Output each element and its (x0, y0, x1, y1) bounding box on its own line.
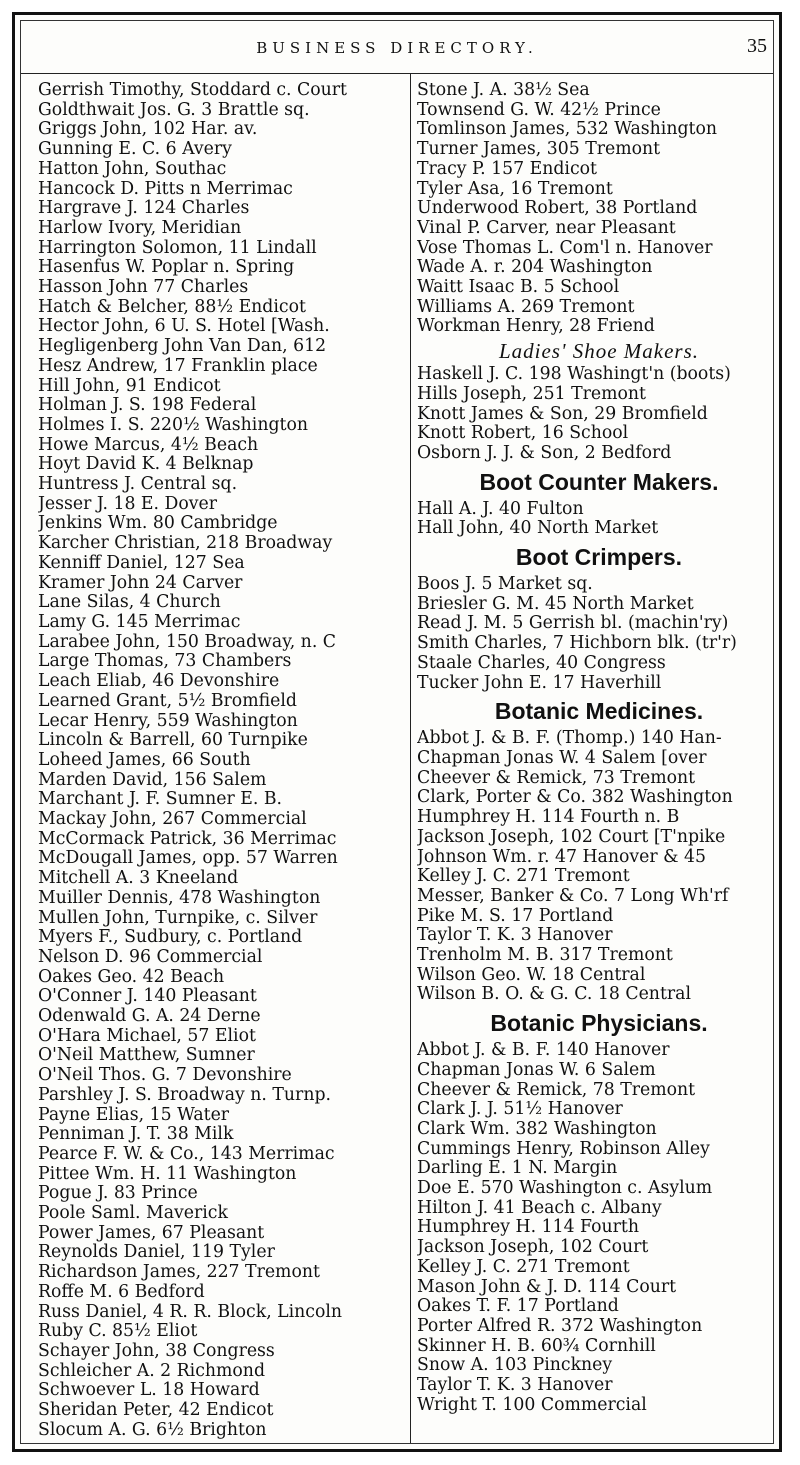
running-header (21, 21, 773, 74)
directory-entry: Oakes T. F. 17 Portland (417, 1297, 619, 1317)
directory-entry: Vinal P. Carver, near Pleasant (417, 218, 676, 238)
directory-entry: Pittee Wm. H. 11 Washington (38, 1164, 297, 1184)
directory-entry: Jackson Joseph, 102 Court (417, 1238, 649, 1258)
directory-entry: Payne Elias, 15 Water (38, 1105, 230, 1125)
directory-entry: Cummings Henry, Robinson Alley (417, 1139, 710, 1159)
directory-entry: Mitchell A. 3 Kneeland (38, 869, 239, 889)
directory-entry: Mullen John, Turnpike, c. Silver (38, 908, 318, 928)
directory-entry: Sheridan Peter, 42 Endicot (38, 1401, 274, 1421)
directory-entry: Lane Silas, 4 Church (38, 593, 221, 613)
directory-entry: Larabee John, 150 Broadway, n. C (38, 632, 337, 652)
directory-entry: Marden David, 156 Salem (38, 770, 267, 790)
directory-entry: Holmes I. S. 220½ Washington (38, 415, 308, 435)
page-frame (12, 12, 782, 1452)
directory-entry: Hector John, 6 U. S. Hotel [Wash. (38, 317, 330, 337)
left-column (38, 81, 406, 1441)
directory-entry: Hoyt David K. 4 Belknap (38, 455, 254, 475)
directory-entry: Gunning E. C. 6 Avery (38, 140, 232, 160)
directory-entry: Wright T. 100 Commercial (417, 1395, 647, 1415)
column-divider (410, 73, 411, 1443)
directory-entry: Hasenfus W. Poplar n. Spring (38, 258, 295, 278)
section-heading: Boot Counter Makers. (479, 468, 719, 495)
page-title: BUSINESS DIRECTORY. (256, 39, 538, 57)
right-column (417, 81, 781, 1415)
directory-entry: Slocum A. G. 6½ Brighton (38, 1420, 267, 1440)
directory-entry: Huntress J. Central sq. (38, 475, 238, 495)
directory-entry: Muiller Dennis, 478 Washington (38, 888, 321, 908)
directory-entry: Clark Wm. 382 Washington (417, 1119, 657, 1139)
directory-entry: Oakes Geo. 42 Beach (38, 967, 225, 987)
directory-entry: Jackson Joseph, 102 Court [T'npike (417, 827, 726, 847)
directory-entry: Hargrave J. 124 Charles (38, 199, 250, 219)
directory-entry: Abbot J. & B. F. (Thomp.) 140 Han- (417, 729, 722, 749)
directory-entry: McCormack Patrick, 36 Merrimac (38, 829, 337, 849)
directory-entry: Abbot J. & B. F. 140 Hanover (417, 1041, 670, 1061)
directory-entry: Waitt Isaac B. 5 School (417, 278, 620, 298)
directory-entry: Stone J. A. 38½ Sea (417, 81, 590, 100)
directory-entry: Cheever & Remick, 73 Tremont (417, 768, 696, 788)
directory-entry: Mason John & J. D. 114 Court (417, 1277, 677, 1297)
directory-entry: Karcher Christian, 218 Broadway (38, 534, 333, 554)
directory-entry: Schwoever L. 18 Howard (38, 1381, 260, 1401)
directory-entry: Ruby C. 85½ Eliot (38, 1322, 198, 1342)
directory-entry: Porter Alfred R. 372 Washington (417, 1316, 703, 1336)
directory-entry: Kramer John 24 Carver (38, 573, 243, 593)
directory-entry: Gerrish Timothy, Stoddard c. Court (38, 81, 348, 100)
directory-entry: Mackay John, 267 Commercial (38, 810, 307, 830)
directory-entry: O'Conner J. 140 Pleasant (38, 987, 257, 1007)
directory-entry: Russ Daniel, 4 R. R. Block, Lincoln (38, 1302, 343, 1322)
directory-entry: Schayer John, 38 Congress (38, 1342, 275, 1361)
page-inner-border (20, 20, 774, 1444)
directory-entry: Tracy P. 157 Endicot (417, 159, 597, 179)
directory-entry: Goldthwait Jos. G. 3 Brattle sq. (38, 100, 310, 120)
directory-entry: Tyler Asa, 16 Tremont (417, 179, 613, 199)
directory-entry: O'Hara Michael, 57 Eliot (38, 1026, 256, 1046)
directory-entry: Wilson Geo. W. 18 Central (417, 965, 646, 985)
directory-entry: Hatch & Belcher, 88½ Endicot (38, 297, 306, 317)
directory-entry: Underwood Robert, 38 Portland (417, 199, 698, 219)
directory-entry: O'Neil Matthew, Sumner (38, 1046, 255, 1066)
directory-entry: Workman Henry, 28 Friend (417, 317, 655, 337)
directory-entry: Haskell J. C. 198 Washingt'n (boots) (417, 365, 731, 385)
directory-entry: Clark J. J. 51½ Hanover (417, 1100, 623, 1120)
directory-entry: Hegligenberg John Van Dan, 612 (38, 337, 327, 357)
subsection-heading: Ladies' Shoe Makers. (498, 339, 700, 364)
directory-entry: McDougall James, opp. 57 Warren (38, 849, 338, 869)
directory-entry: O'Neil Thos. G. 7 Devonshire (38, 1066, 292, 1086)
directory-entry: Jenkins Wm. 80 Cambridge (38, 514, 278, 534)
directory-entry: Williams A. 269 Tremont (417, 297, 635, 317)
directory-entry: Hall A. J. 40 Fulton (417, 499, 584, 519)
directory-entry: Knott James & Son, 29 Bromfield (417, 404, 708, 424)
directory-entry: Hasson John 77 Charles (38, 278, 249, 298)
directory-entry: Harlow Ivory, Meridian (38, 218, 242, 238)
directory-entry: Large Thomas, 73 Chambers (38, 652, 292, 672)
directory-entry: Harrington Solomon, 11 Lindall (38, 238, 317, 258)
directory-entry: Tucker John E. 17 Haverhill (417, 673, 662, 693)
directory-entry: Griggs John, 102 Har. av. (38, 120, 258, 140)
directory-entry: Cheever & Remick, 78 Tremont (417, 1080, 696, 1100)
directory-entry: Knott Robert, 16 School (417, 424, 629, 444)
directory-entry: Taylor T. K. 3 Hanover (417, 926, 613, 946)
directory-entry: Wade A. r. 204 Washington (417, 258, 653, 278)
directory-entry: Hatton John, Southac (38, 159, 227, 179)
directory-entry: Chapman Jonas W. 6 Salem (417, 1060, 656, 1080)
directory-entry: Osborn J. J. & Son, 2 Bedford (417, 443, 672, 463)
directory-entry: Chapman Jonas W. 4 Salem [over (417, 748, 707, 768)
directory-entry: Staale Charles, 40 Congress (417, 653, 666, 673)
directory-entry: Messer, Banker & Co. 7 Long Wh'rf (417, 886, 729, 906)
directory-entry: Hancock D. Pitts n Merrimac (38, 179, 293, 199)
directory-entry: Learned Grant, 5½ Bromfield (38, 691, 297, 711)
directory-entry: Power James, 67 Pleasant (38, 1223, 265, 1243)
page-number: 35 (747, 35, 767, 57)
directory-entry: Myers F., Sudbury, c. Portland (38, 928, 303, 948)
section-heading: Botanic Medicines. (494, 698, 704, 725)
directory-entry: Kelley J. C. 271 Tremont (417, 867, 630, 887)
directory-entry: Skinner H. B. 60¾ Cornhill (417, 1336, 656, 1356)
directory-entry: Turner James, 305 Tremont (417, 140, 661, 160)
directory-entry: Lincoln & Barrell, 60 Turnpike (38, 731, 308, 751)
directory-entry: Odenwald G. A. 24 Derne (38, 1007, 261, 1027)
directory-entry: Leach Eliab, 46 Devonshire (38, 672, 280, 692)
directory-entry: Hills Joseph, 251 Tremont (417, 384, 646, 404)
directory-entry: Penniman J. T. 38 Milk (38, 1125, 234, 1145)
directory-entry: Parshley J. S. Broadway n. Turnp. (38, 1085, 332, 1105)
directory-entry: Jesser J. 18 E. Dover (38, 494, 218, 514)
directory-entry: Roffe M. 6 Bedford (38, 1282, 205, 1302)
directory-entry: Loheed James, 66 South (38, 750, 251, 770)
directory-entry: Wilson B. O. & G. C. 18 Central (417, 985, 691, 1005)
directory-entry: Reynolds Daniel, 119 Tyler (38, 1243, 275, 1263)
directory-entry: Darling E. 1 N. Margin (417, 1159, 618, 1179)
directory-entry: Johnson Wm. r. 47 Hanover & 45 (417, 847, 706, 867)
directory-entry: Doe E. 570 Washington c. Asylum (417, 1179, 713, 1199)
directory-entry: Hilton J. 41 Beach c. Albany (417, 1198, 662, 1218)
directory-entry: Humphrey H. 114 Fourth (417, 1218, 639, 1238)
directory-entry: Howe Marcus, 4½ Beach (38, 435, 259, 455)
section-heading: Botanic Physicians. (490, 1010, 708, 1037)
directory-entry: Pearce F. W. & Co., 143 Merrimac (38, 1144, 335, 1164)
directory-entry: Read J. M. 5 Gerrish bl. (machin'ry) (417, 614, 729, 634)
directory-entry: Snow A. 103 Pinckney (417, 1356, 613, 1376)
directory-entry: Tomlinson James, 532 Washington (417, 120, 717, 140)
directory-entry: Kenniff Daniel, 127 Sea (38, 553, 245, 573)
directory-entry: Townsend G. W. 42½ Prince (417, 100, 661, 120)
directory-entry: Lamy G. 145 Merrimac (38, 612, 241, 632)
directory-entry: Hesz Andrew, 17 Franklin place (38, 356, 318, 376)
directory-entry: Boos J. 5 Market sq. (417, 575, 593, 595)
directory-entry: Vose Thomas L. Com'l n. Hanover (417, 238, 713, 258)
directory-entry: Humphrey H. 114 Fourth n. B (417, 808, 680, 828)
section-heading: Boot Crimpers. (515, 544, 683, 571)
directory-entry: Trenholm M. B. 317 Tremont (417, 946, 673, 966)
directory-entry: Poole Saml. Maverick (38, 1204, 228, 1224)
directory-entry: Holman J. S. 198 Federal (38, 396, 257, 416)
directory-entry: Richardson James, 227 Tremont (38, 1263, 320, 1283)
directory-entry: Marchant J. F. Sumner E. B. (38, 790, 283, 810)
directory-entry: Lecar Henry, 559 Washington (38, 711, 298, 731)
directory-entry: Kelley J. C. 271 Tremont (417, 1257, 630, 1277)
directory-entry: Taylor T. K. 3 Hanover (417, 1376, 613, 1396)
directory-entry: Nelson D. 96 Commercial (38, 947, 263, 967)
directory-entry: Briesler G. M. 45 North Market (417, 594, 694, 614)
directory-entry: Pike M. S. 17 Portland (417, 906, 614, 926)
directory-entry: Hill John, 91 Endicot (38, 376, 221, 396)
directory-entry: Pogue J. 83 Prince (38, 1184, 198, 1204)
directory-entry: Smith Charles, 7 Hichborn blk. (tr'r) (417, 634, 737, 654)
directory-entry: Hall John, 40 North Market (417, 519, 659, 539)
directory-entry: Schleicher A. 2 Richmond (38, 1361, 266, 1381)
directory-entry: Clark, Porter & Co. 382 Washington (417, 788, 733, 808)
